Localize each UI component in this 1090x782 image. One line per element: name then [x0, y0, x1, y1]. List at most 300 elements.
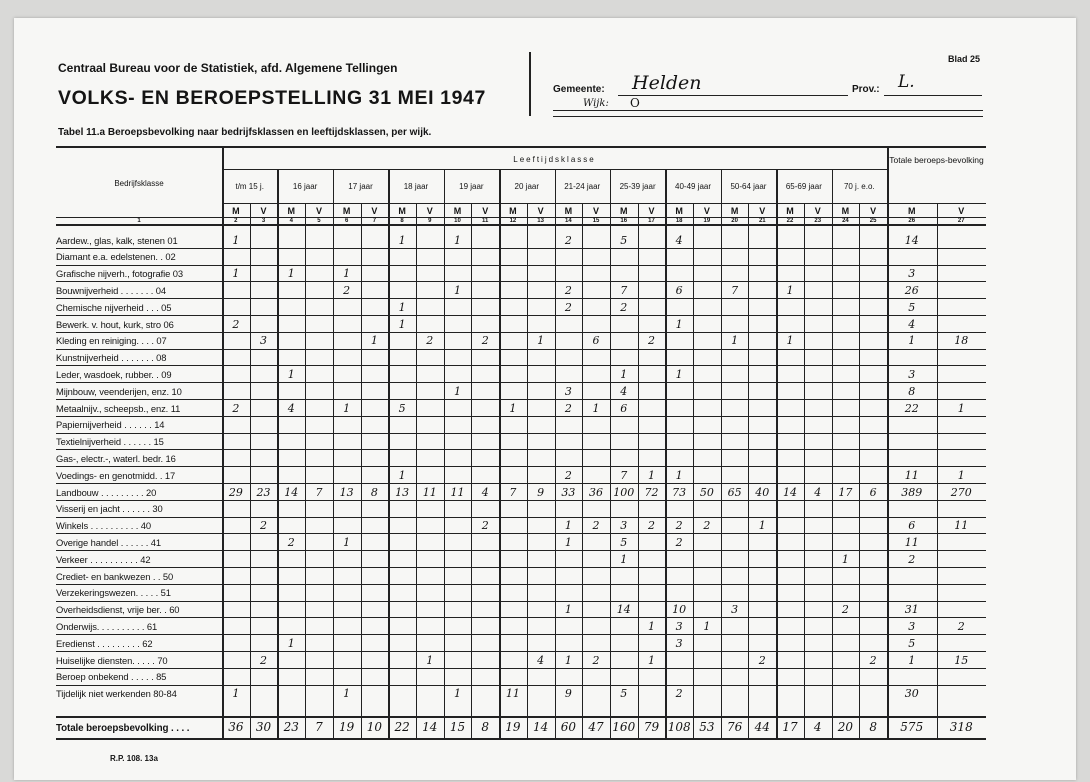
- row-label: Verzekeringswezen. . . . . 51: [56, 587, 171, 599]
- cell-value: 1: [564, 653, 572, 667]
- cell-value: 11: [505, 687, 520, 701]
- sex-label-m: M: [786, 206, 794, 216]
- row-rule: [56, 265, 986, 266]
- cell-value: 5: [908, 300, 916, 314]
- provincie-label: Prov.:: [852, 84, 880, 95]
- total-value: 19: [505, 720, 521, 734]
- cell-value: 4: [675, 233, 683, 247]
- column-number: 19: [703, 218, 711, 224]
- cell-value: 3: [908, 367, 916, 381]
- total-value: 19: [339, 720, 355, 734]
- column-number: 6: [345, 218, 349, 224]
- cell-value: 100: [613, 485, 635, 499]
- column-number: 26: [908, 218, 916, 224]
- cell-value: 40: [755, 485, 770, 499]
- sex-label-v: V: [814, 206, 821, 216]
- row-rule: [56, 248, 986, 249]
- sex-label-v: V: [537, 206, 544, 216]
- row-label: Chemische nijverheid . . . 05: [56, 301, 172, 313]
- gemeente-value: Helden: [632, 72, 702, 94]
- cell-value: 1: [398, 233, 406, 247]
- cell-value: 5: [620, 535, 628, 549]
- row-rule: [56, 483, 986, 484]
- row-rule: [56, 382, 986, 383]
- column-number: 20: [731, 218, 738, 224]
- row-rule: [56, 651, 986, 652]
- cell-value: 9: [537, 485, 545, 499]
- row-label: Diamant e.a. edelstenen. . 02: [56, 251, 176, 263]
- cell-value: 2: [647, 334, 655, 348]
- cell-value: 33: [561, 485, 576, 499]
- cell-value: 1: [343, 401, 351, 415]
- cell-value: 270: [950, 485, 972, 499]
- cell-value: 2: [564, 401, 572, 415]
- cell-value: 5: [908, 636, 916, 650]
- cell-value: 23: [256, 485, 271, 499]
- age-group-4: 18 jaar: [403, 182, 429, 191]
- cell-value: 2: [481, 519, 489, 533]
- cell-value: 1: [343, 535, 351, 549]
- row-number-label: 1: [137, 218, 141, 224]
- cell-value: 1: [620, 552, 628, 566]
- row-rule: [56, 601, 986, 602]
- row-rule: [56, 634, 986, 635]
- wijk-value: O: [630, 96, 640, 110]
- cell-value: 3: [260, 334, 268, 348]
- cell-value: 6: [908, 519, 916, 533]
- total-value: 14: [422, 720, 438, 734]
- sex-label-m: M: [453, 206, 462, 216]
- column-number: 25: [869, 218, 877, 224]
- cell-value: 2: [703, 519, 711, 533]
- sex-label-v: V: [315, 206, 322, 216]
- row-rule: [56, 584, 986, 585]
- cell-value: 1: [287, 636, 295, 650]
- sex-label-v: V: [426, 206, 433, 216]
- total-value: 575: [900, 720, 924, 734]
- column-number: 12: [509, 218, 517, 224]
- table-top-rule: [56, 146, 986, 148]
- cell-value: 36: [589, 485, 604, 499]
- cell-value: 3: [908, 619, 916, 633]
- cell-value: 3: [620, 519, 628, 533]
- total-value: 7: [315, 720, 323, 734]
- row-label: Grafische nijverh., fotografie 03: [56, 268, 183, 280]
- wijk-underline: [553, 110, 983, 111]
- cell-value: 1: [675, 468, 683, 482]
- row-rule: [56, 332, 986, 333]
- cell-value: 1: [647, 653, 655, 667]
- total-value: 14: [532, 720, 549, 734]
- row-label: Landbouw . . . . . . . . . 20: [56, 486, 157, 498]
- row-rule: [56, 298, 986, 299]
- sex-label-m: M: [908, 206, 916, 216]
- cell-value: 65: [727, 485, 742, 499]
- cell-value: 2: [232, 317, 240, 331]
- cell-value: 2: [647, 519, 655, 533]
- cell-value: 3: [731, 603, 739, 617]
- column-number: 24: [842, 218, 849, 224]
- table-bottom-rule: [56, 738, 986, 740]
- organisation-name: Centraal Bureau voor de Statistiek, afd. Algemene Tellingen: [58, 61, 398, 75]
- sex-divider: [361, 203, 362, 738]
- form-title: VOLKS- EN BEROEPSTELLING 31 MEI 1947: [58, 87, 486, 109]
- cell-value: 3: [675, 636, 683, 650]
- sex-label-v: V: [648, 206, 655, 216]
- total-value: 318: [949, 720, 973, 734]
- total-value: 47: [588, 720, 604, 734]
- cell-value: 22: [904, 401, 919, 415]
- cell-value: 7: [731, 283, 739, 297]
- cell-value: 7: [620, 283, 628, 297]
- row-label: Kunstnijverheid . . . . . . . 08: [56, 352, 167, 364]
- row-label: Textielnijverheid . . . . . . 15: [56, 436, 164, 448]
- cell-value: 2: [481, 334, 489, 348]
- cell-value: 1: [398, 300, 406, 314]
- column-number: 17: [648, 218, 655, 224]
- sex-label-m: M: [509, 206, 517, 216]
- cell-value: 2: [675, 519, 683, 533]
- total-value: 10: [366, 720, 383, 734]
- row-label: Crediet- en bankwezen . . 50: [56, 570, 174, 582]
- cell-value: 2: [841, 603, 849, 617]
- cell-value: 11: [954, 519, 969, 533]
- cell-value: 2: [426, 334, 434, 348]
- cell-value: 5: [620, 687, 628, 701]
- total-value: 79: [643, 720, 660, 734]
- row-label: Overheidsdienst, vrije ber. . 60: [56, 604, 180, 616]
- gemeente-label: Gemeente:: [553, 84, 605, 95]
- age-group-divider: [444, 169, 446, 738]
- cell-value: 3: [908, 267, 916, 281]
- total-value: 22: [394, 720, 410, 734]
- cell-value: 13: [339, 485, 354, 499]
- column-number: 2: [234, 218, 238, 224]
- cell-value: 2: [957, 619, 965, 633]
- row-header: Bedrijfsklasse: [114, 179, 164, 188]
- cell-value: 1: [398, 317, 406, 331]
- total-value: 60: [560, 720, 576, 734]
- column-number: 27: [957, 218, 965, 224]
- row-rule: [56, 533, 986, 534]
- cell-value: 1: [232, 267, 240, 281]
- cell-value: 1: [620, 367, 628, 381]
- cell-value: 2: [564, 233, 572, 247]
- cell-value: 2: [564, 468, 572, 482]
- age-group-5: 19 jaar: [459, 182, 484, 191]
- header-bottom-rule: [56, 224, 986, 226]
- cell-value: 26: [904, 283, 919, 297]
- cell-value: 7: [620, 468, 628, 482]
- cell-value: 1: [731, 334, 739, 348]
- total-value: 53: [699, 720, 715, 734]
- cell-value: 11: [422, 485, 437, 499]
- row-label: Bewerk. v. hout, kurk, stro 06: [56, 318, 174, 330]
- total-header: Totale beroeps-bevolking: [889, 155, 984, 165]
- total-value: 17: [782, 720, 798, 734]
- row-rule: [56, 349, 986, 350]
- age-group-divider: [333, 169, 335, 738]
- row-label: Voedings- en genotmidd. . 17: [56, 469, 176, 481]
- age-group-1: t/m 15 j.: [235, 182, 264, 191]
- column-number: 13: [537, 218, 544, 224]
- column-number: 8: [400, 218, 404, 224]
- sex-label-m: M: [232, 206, 240, 216]
- cell-value: 1: [564, 535, 572, 549]
- cell-value: 7: [509, 485, 517, 499]
- cell-value: 2: [620, 300, 628, 314]
- total-value: 4: [813, 720, 822, 734]
- age-group-2: 16 jaar: [292, 182, 318, 191]
- column-number: 5: [317, 218, 321, 224]
- total-value: 8: [869, 720, 877, 734]
- cell-value: 1: [786, 334, 794, 348]
- row-label: Overige handel . . . . . . 41: [56, 536, 161, 548]
- age-group-divider: [721, 169, 723, 738]
- age-group-divider: [665, 169, 667, 738]
- row-rule: [56, 500, 986, 501]
- sex-label-m: M: [675, 206, 683, 216]
- age-group-7: 21-24 jaar: [564, 182, 601, 191]
- age-header: Leeftijdsklasse: [513, 155, 596, 164]
- cell-value: 6: [620, 401, 628, 415]
- cell-value: 2: [908, 552, 916, 566]
- row-rule: [56, 433, 986, 434]
- row-label: Tijdelijk niet werkenden 80-84: [56, 688, 177, 700]
- cell-value: 1: [287, 267, 295, 281]
- cell-value: 8: [908, 384, 916, 398]
- cell-value: 1: [287, 367, 295, 381]
- row-label: Aardew., glas, kalk, stenen 01: [56, 234, 178, 246]
- cell-value: 2: [564, 300, 572, 314]
- cell-value: 5: [620, 233, 628, 247]
- form-code: R.P. 108. 13a: [110, 754, 158, 763]
- age-group-3: 17 jaar: [348, 182, 373, 191]
- row-label: Visserij en jacht . . . . . . 30: [56, 503, 163, 515]
- column-number: 7: [372, 218, 377, 224]
- cell-value: 2: [758, 653, 766, 667]
- age-group-divider: [610, 169, 612, 738]
- cell-value: 1: [908, 334, 916, 348]
- sex-divider: [693, 203, 694, 738]
- cell-value: 1: [454, 283, 461, 297]
- cell-value: 2: [260, 653, 268, 667]
- cell-value: 11: [450, 485, 465, 499]
- cell-value: 2: [675, 535, 683, 549]
- cell-value: 1: [343, 267, 351, 281]
- total-value: 30: [255, 720, 272, 734]
- column-number: 11: [482, 218, 489, 224]
- column-number: 15: [592, 218, 600, 224]
- row-rule: [56, 617, 986, 618]
- row-rule: [56, 466, 986, 467]
- age-group-12: 70 j. e.o.: [843, 182, 875, 191]
- header-rule: [553, 116, 983, 117]
- row-rule: [56, 567, 986, 568]
- cell-value: 1: [675, 367, 683, 381]
- cell-value: 1: [454, 384, 461, 398]
- total-value: 8: [481, 720, 490, 734]
- sex-label-v: V: [703, 206, 710, 216]
- cell-value: 10: [672, 603, 687, 617]
- cell-value: 1: [675, 317, 683, 331]
- column-number: 4: [289, 218, 293, 224]
- sex-label-m: M: [287, 206, 295, 216]
- cell-value: 1: [703, 619, 711, 633]
- cell-value: 3: [675, 619, 683, 633]
- cell-value: 17: [838, 485, 853, 499]
- cell-value: 1: [537, 334, 545, 348]
- cell-value: 4: [908, 317, 916, 331]
- cell-value: 18: [954, 334, 969, 348]
- row-label: Leder, wasdoek, rubber. . 09: [56, 368, 172, 380]
- cell-value: 14: [616, 603, 631, 617]
- cell-value: 15: [954, 653, 969, 667]
- age-group-9: 40-49 jaar: [675, 182, 712, 191]
- row-rule: [56, 685, 986, 686]
- age-group-divider: [388, 169, 390, 738]
- sex-divider: [305, 203, 306, 738]
- group-header-rule: [222, 203, 986, 204]
- cell-value: 2: [564, 283, 572, 297]
- age-group-divider: [277, 169, 279, 738]
- cell-value: 1: [343, 687, 351, 701]
- cell-value: 50: [699, 485, 714, 499]
- cell-value: 11: [904, 468, 919, 482]
- sex-label-m: M: [620, 206, 628, 216]
- cell-value: 1: [957, 468, 965, 482]
- sheet-number: Blad 25: [948, 54, 981, 64]
- total-row-label: Totale beroepsbevolking . . . .: [56, 723, 190, 734]
- cell-value: 73: [672, 485, 687, 499]
- cell-value: 13: [395, 485, 410, 499]
- total-value: 23: [283, 720, 299, 734]
- cell-value: 6: [592, 334, 600, 348]
- sex-label-m: M: [841, 206, 850, 216]
- sex-divider: [471, 203, 472, 738]
- age-group-divider: [832, 169, 834, 738]
- age-group-divider: [499, 169, 501, 738]
- provincie-underline: [884, 95, 982, 96]
- cell-value: 389: [901, 485, 923, 499]
- cell-value: 2: [343, 283, 351, 297]
- cell-value: 2: [232, 401, 240, 415]
- cell-value: 14: [284, 485, 299, 499]
- total-value: 44: [754, 720, 770, 734]
- row-rule: [56, 517, 986, 518]
- cell-value: 3: [564, 384, 572, 398]
- cell-value: 7: [315, 485, 323, 499]
- cell-value: 1: [647, 468, 655, 482]
- cell-value: 1: [232, 233, 240, 247]
- cell-value: 4: [620, 384, 628, 398]
- cell-value: 2: [675, 687, 683, 701]
- cell-value: 14: [783, 485, 797, 499]
- column-number: 21: [758, 218, 766, 224]
- total-value: 20: [837, 720, 854, 734]
- total-row-rule: [56, 716, 986, 718]
- row-rule: [56, 281, 986, 282]
- row-label: Gas-, electr.-, waterl. bedr. 16: [56, 452, 176, 464]
- column-number: 10: [454, 218, 461, 224]
- cell-value: 1: [786, 283, 794, 297]
- age-group-8: 25-39 jaar: [619, 182, 656, 191]
- wijk-label: Wijk:: [583, 98, 609, 109]
- cell-value: 1: [841, 552, 849, 566]
- row-label: Kleding en reiniging. . . . 07: [56, 335, 167, 347]
- cell-value: 1: [454, 233, 461, 247]
- row-label: Metaalnijv., scheepsb., enz. 11: [56, 402, 181, 414]
- cell-value: 5: [398, 401, 406, 415]
- total-value: 76: [726, 720, 743, 734]
- cell-value: 1: [232, 687, 240, 701]
- column-number: 22: [786, 218, 794, 224]
- cell-value: 29: [228, 485, 243, 499]
- cell-value: 1: [592, 401, 600, 415]
- cell-value: 9: [564, 687, 572, 701]
- cell-value: 2: [869, 653, 877, 667]
- sex-label-m: M: [564, 206, 573, 216]
- cell-value: 2: [287, 535, 295, 549]
- sex-label-v: V: [371, 206, 378, 216]
- row-rule: [56, 315, 986, 316]
- sex-divider: [804, 203, 805, 738]
- cell-value: 1: [647, 619, 655, 633]
- total-value: 108: [667, 720, 691, 734]
- cell-value: 4: [537, 653, 545, 667]
- sex-label-v: V: [870, 206, 877, 216]
- row-label: Onderwijs. . . . . . . . . . 61: [56, 620, 158, 632]
- total-value: 15: [449, 720, 466, 734]
- cell-value: 1: [426, 653, 434, 667]
- provincie-value: L.: [898, 72, 915, 92]
- cell-value: 6: [675, 283, 683, 297]
- age-group-10: 50-64 jaar: [730, 182, 767, 191]
- gemeente-underline: [618, 95, 848, 96]
- cell-value: 6: [869, 485, 877, 499]
- cell-value: 1: [564, 603, 572, 617]
- sex-label-v: V: [593, 206, 600, 216]
- column-number: 3: [261, 218, 266, 224]
- column-number: 23: [814, 218, 822, 224]
- cell-value: 2: [592, 519, 600, 533]
- column-number: 18: [675, 218, 683, 224]
- row-rule: [56, 399, 986, 400]
- column-number: 9: [428, 218, 432, 224]
- age-group-divider: [776, 169, 778, 738]
- cell-value: 1: [370, 334, 378, 348]
- cell-value: 14: [904, 233, 919, 247]
- row-label: Beroep onbekend . . . . . 85: [56, 671, 167, 683]
- column-number: 16: [620, 218, 628, 224]
- row-label: Verkeer . . . . . . . . . . 42: [56, 553, 151, 565]
- cell-value: 4: [287, 401, 295, 415]
- sex-label-m: M: [342, 206, 351, 216]
- cell-value: 4: [814, 485, 822, 499]
- cell-value: 1: [509, 401, 517, 415]
- sex-label-v: V: [759, 206, 766, 216]
- cell-value: 31: [904, 603, 919, 617]
- cell-value: 30: [904, 687, 919, 701]
- row-label: Winkels . . . . . . . . . . 40: [56, 520, 151, 532]
- age-group-6: 20 jaar: [514, 182, 540, 191]
- sex-label-m: M: [398, 206, 406, 216]
- cell-value: 1: [398, 468, 406, 482]
- row-label: Bouwnijverheid . . . . . . . 04: [56, 284, 166, 296]
- age-group-11: 65-69 jaar: [785, 182, 822, 191]
- row-rule: [56, 550, 986, 551]
- sex-label-m: M: [730, 206, 739, 216]
